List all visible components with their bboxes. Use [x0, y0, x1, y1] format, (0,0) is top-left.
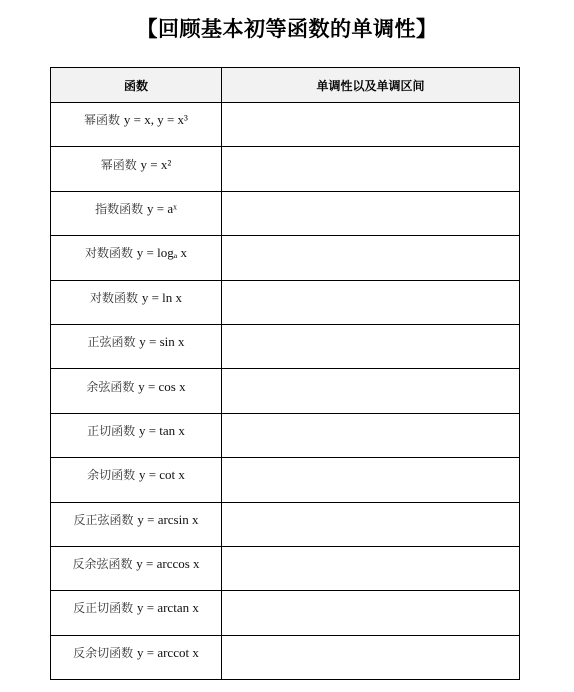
- function-formula: y = arcsin x: [137, 511, 199, 527]
- answer-cell[interactable]: [222, 458, 520, 502]
- function-cell: [51, 280, 222, 324]
- function-cell: [51, 591, 222, 635]
- answer-cell[interactable]: [222, 369, 520, 413]
- column-header-monotonicity: 单调性以及单调区间: [222, 68, 520, 103]
- function-formula: y = cos x: [138, 378, 186, 394]
- function-name: 幂函数: [84, 113, 121, 128]
- function-cell: [51, 103, 222, 147]
- function-name: 余弦函数: [86, 379, 135, 394]
- function-name: 幂函数: [100, 157, 137, 172]
- function-name: 对数函数: [89, 290, 138, 305]
- function-formula: y = x²: [140, 156, 172, 172]
- function-cell: [51, 458, 222, 502]
- function-name: 指数函数: [95, 201, 144, 216]
- answer-cell[interactable]: [222, 147, 520, 191]
- function-name: 正弦函数: [87, 335, 136, 350]
- table-header-row: [51, 68, 520, 103]
- function-cell: [51, 236, 222, 280]
- function-name: 反正切函数: [73, 601, 134, 616]
- column-header-function: 函数: [51, 68, 222, 103]
- answer-cell[interactable]: [222, 591, 520, 635]
- function-name: 反余切函数: [73, 645, 134, 660]
- function-formula: y = sin x: [139, 334, 185, 350]
- function-name: 余切函数: [87, 468, 136, 483]
- function-formula: y = logₐ x: [136, 245, 188, 261]
- table-row: [51, 635, 520, 679]
- table-row: [51, 280, 520, 324]
- function-cell: [51, 147, 222, 191]
- table-row: [51, 413, 520, 457]
- table-row: [51, 591, 520, 635]
- table-row: [51, 236, 520, 280]
- answer-cell[interactable]: [222, 103, 520, 147]
- function-cell: [51, 635, 222, 679]
- function-formula: y = arctan x: [137, 600, 199, 616]
- function-cell: [51, 324, 222, 368]
- monotonicity-table: [50, 67, 520, 680]
- table-row: [51, 458, 520, 502]
- function-cell: [51, 413, 222, 457]
- function-formula: y = cot x: [138, 467, 185, 483]
- table-row: [51, 191, 520, 235]
- table-row: [51, 369, 520, 413]
- function-name: 反余弦函数: [72, 557, 133, 572]
- answer-cell[interactable]: [222, 191, 520, 235]
- table-row: [51, 147, 520, 191]
- answer-cell[interactable]: [222, 502, 520, 546]
- function-cell: [51, 191, 222, 235]
- function-name: 对数函数: [84, 246, 133, 261]
- function-formula: y = tan x: [138, 422, 185, 438]
- function-formula: y = arccot x: [137, 644, 199, 660]
- function-formula: y = x, y = x³: [123, 112, 188, 128]
- function-name: 反正弦函数: [73, 512, 134, 527]
- table-row: [51, 324, 520, 368]
- function-cell: [51, 369, 222, 413]
- function-formula: y = arccos x: [136, 556, 200, 572]
- table-row: [51, 103, 520, 147]
- answer-cell[interactable]: [222, 546, 520, 590]
- page-title: 【回顾基本初等函数的单调性】: [136, 17, 438, 41]
- function-formula: y = aˣ: [146, 200, 177, 216]
- function-formula: y = ln x: [141, 289, 183, 305]
- answer-cell[interactable]: [222, 280, 520, 324]
- function-name: 正切函数: [87, 423, 136, 438]
- function-cell: [51, 546, 222, 590]
- answer-cell[interactable]: [222, 236, 520, 280]
- function-cell: [51, 502, 222, 546]
- answer-cell[interactable]: [222, 324, 520, 368]
- answer-cell[interactable]: [222, 413, 520, 457]
- table-row: [51, 546, 520, 590]
- table-row: [51, 502, 520, 546]
- answer-cell[interactable]: [222, 635, 520, 679]
